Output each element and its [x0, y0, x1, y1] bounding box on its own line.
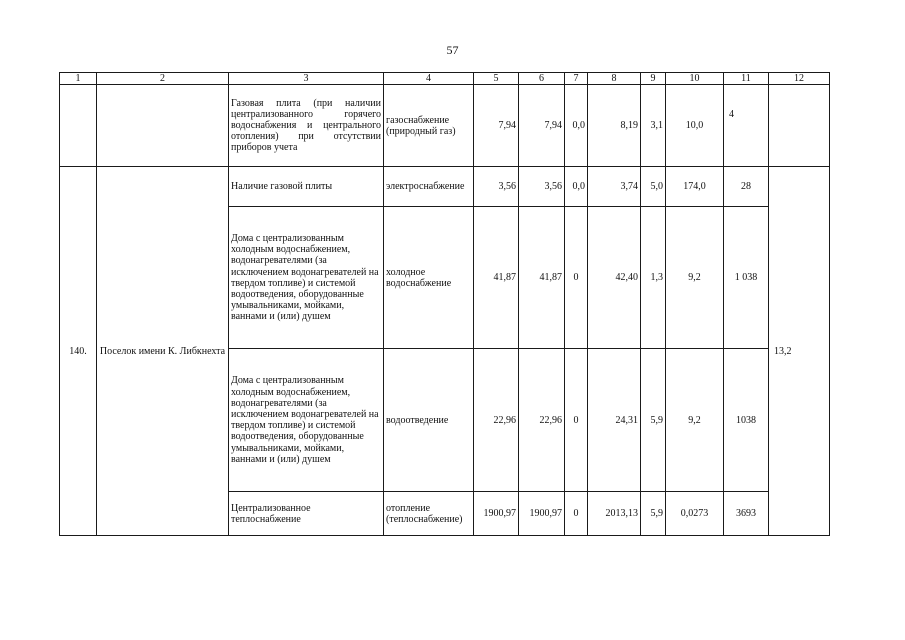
column-header: 9: [641, 73, 666, 85]
cell-utility: газоснабжение (природный газ): [384, 85, 474, 167]
cell-value: 0: [565, 349, 588, 492]
column-header: 7: [565, 73, 588, 85]
column-header: 11: [724, 73, 769, 85]
cell-value: 0: [565, 207, 588, 349]
column-header: 8: [588, 73, 641, 85]
cell-value: 0,0: [565, 85, 588, 167]
column-header: 4: [384, 73, 474, 85]
row-number: 140.: [60, 167, 97, 536]
cell-value: 1900,97: [474, 492, 519, 536]
cell-value: 28: [724, 167, 769, 207]
table-row: [60, 167, 830, 207]
cell-description: Централизованное теплоснабжение: [229, 492, 384, 536]
cell-value: 1,3: [641, 207, 666, 349]
cell-value: 22,96: [474, 349, 519, 492]
cell-utility: водоотведение: [384, 349, 474, 492]
cell-value: 0: [565, 492, 588, 536]
cell-value: 5,9: [641, 349, 666, 492]
cell-col12: 13,2: [769, 167, 830, 536]
cell-value: 41,87: [519, 207, 565, 349]
cell-value: 41,87: [474, 207, 519, 349]
page-number: 57: [446, 43, 459, 57]
cell-value: 2013,13: [588, 492, 641, 536]
cell-value: 3693: [724, 492, 769, 536]
cell-value: 24,31: [588, 349, 641, 492]
cell-value: 8,19: [588, 85, 641, 167]
cell-description: Дома с централизованным холодным водоснабжением, водонагревателями (за исключением водонагревателей на твердом топливе) и системой водоотведения, оборудованные умывальниками, мойками, ваннами и (или) душем: [229, 207, 384, 349]
cell-utility: холодное водоснабжение: [384, 207, 474, 349]
column-number-row: [60, 73, 830, 85]
cell-value: 3,74: [588, 167, 641, 207]
column-header: 1: [60, 73, 97, 85]
cell-utility: отопление (теплоснабжение): [384, 492, 474, 536]
cell-value: 9,2: [666, 207, 724, 349]
cell-description: Наличие газовой плиты: [229, 167, 384, 207]
column-header: 5: [474, 73, 519, 85]
cell-value: 0,0: [565, 167, 588, 207]
cell-number: [60, 85, 97, 167]
cell-value: 4: [724, 85, 769, 167]
cell-utility: электроснабжение: [384, 167, 474, 207]
cell-settlement: [97, 85, 229, 167]
column-header: 6: [519, 73, 565, 85]
cell-value: 42,40: [588, 207, 641, 349]
cell-value: 5,9: [641, 492, 666, 536]
column-header: 12: [769, 73, 830, 85]
column-header: 3: [229, 73, 384, 85]
table-row: [60, 85, 830, 167]
cell-empty: [769, 85, 830, 167]
cell-description: Газовая плита (при наличии централизованного горячего водоснабжения и центрального отопления) при отсутствии приборов учета: [229, 85, 384, 167]
tariff-table: [59, 72, 830, 536]
cell-value: 10,0: [666, 85, 724, 167]
cell-value: 174,0: [666, 167, 724, 207]
cell-value: 5,0: [641, 167, 666, 207]
cell-value: 7,94: [519, 85, 565, 167]
cell-value: 3,56: [474, 167, 519, 207]
cell-description: Дома с централизованным холодным водоснабжением, водонагревателями (за исключением водонагревателей на твердом топливе) и системой водоотведения, оборудованные умывальниками, мойками, ваннами и (или) душем: [229, 349, 384, 492]
cell-value: 3,56: [519, 167, 565, 207]
settlement-name: Поселок имени К. Либкнехта: [97, 167, 229, 536]
cell-value: 9,2: [666, 349, 724, 492]
column-header: 2: [97, 73, 229, 85]
cell-value: 22,96: [519, 349, 565, 492]
cell-value: 1 038: [724, 207, 769, 349]
cell-value: 3,1: [641, 85, 666, 167]
column-header: 10: [666, 73, 724, 85]
cell-value: 0,0273: [666, 492, 724, 536]
cell-value: 1038: [724, 349, 769, 492]
cell-value: 7,94: [474, 85, 519, 167]
cell-value: 1900,97: [519, 492, 565, 536]
